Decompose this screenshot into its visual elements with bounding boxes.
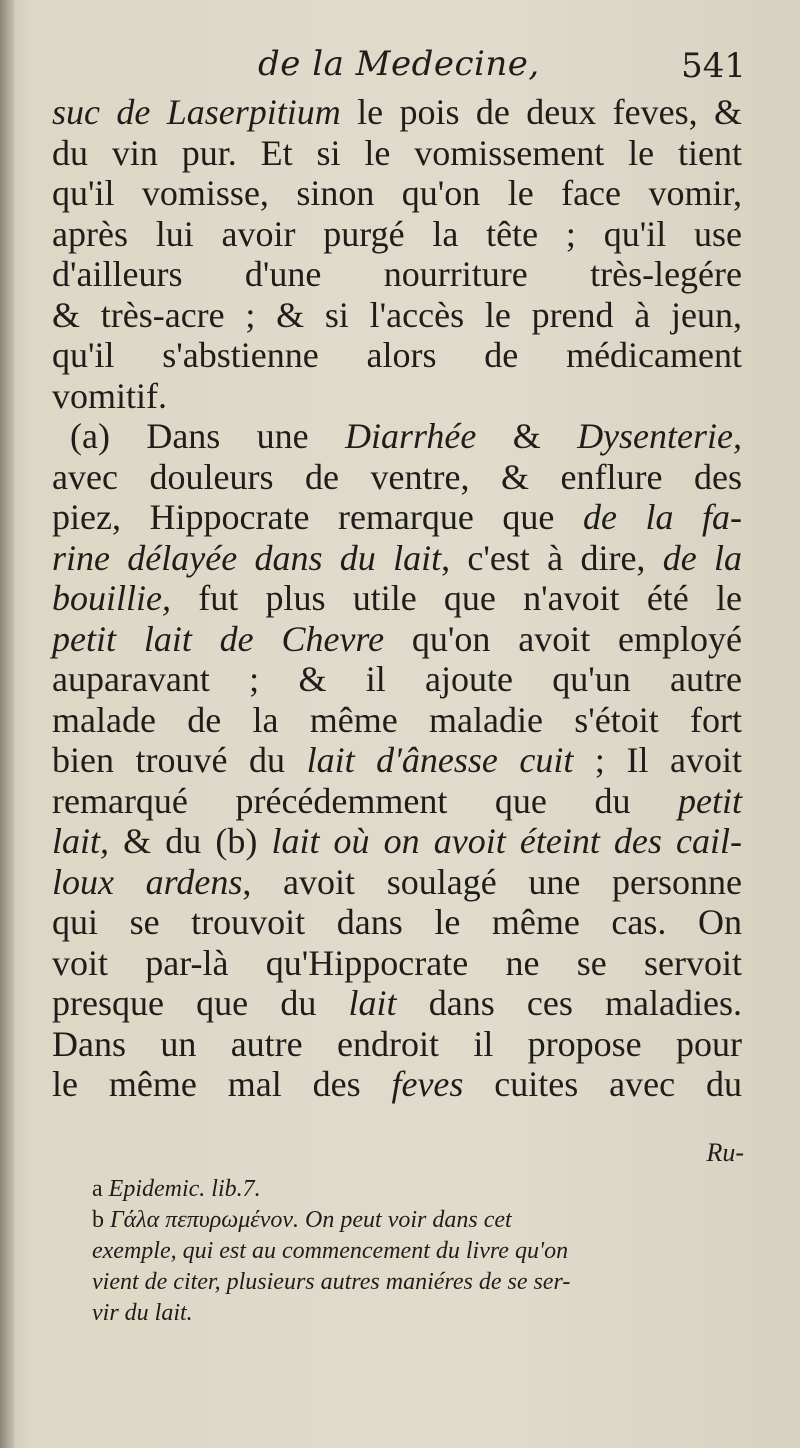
text-line xyxy=(52,335,742,376)
italic-text: de la fa- xyxy=(582,497,742,537)
text-line xyxy=(52,740,742,781)
text-segment: voit par-là qu'Hippocrate ne se servoit xyxy=(52,942,742,983)
footnote-line xyxy=(92,1205,742,1236)
text-line xyxy=(52,862,742,903)
text-line xyxy=(52,295,742,336)
italic-text: de la xyxy=(662,537,743,578)
italic-text: lait où on avoit éteint des cail- xyxy=(271,821,742,861)
footnote-line xyxy=(92,1298,742,1329)
italic-text: petit lait de Chevre xyxy=(52,618,385,659)
footnote-label: a xyxy=(92,1176,103,1202)
text-line xyxy=(52,943,742,984)
text-segment: , c'est à dire, xyxy=(441,537,663,578)
footnote-label: b xyxy=(92,1207,104,1233)
text-line xyxy=(52,538,742,579)
text-segment: cuites avec du xyxy=(463,1064,742,1104)
italic-text: lait, xyxy=(52,821,110,861)
text-line xyxy=(52,1024,742,1065)
text-segment: remarqué précédemment que du xyxy=(52,780,679,821)
page-gutter-shadow xyxy=(0,0,14,1448)
text-segment: & du (b) xyxy=(109,821,272,861)
text-segment: le pois de deux feves, & xyxy=(340,92,742,132)
text-segment: Dans un autre endroit il propose pour xyxy=(52,1023,742,1064)
italic-text: suc de Laserpitium xyxy=(52,92,341,132)
text-segment: presque que du xyxy=(52,983,349,1023)
text-line xyxy=(52,214,742,255)
footnote-text: vir du lait. xyxy=(92,1300,193,1326)
text-line xyxy=(52,457,742,498)
footnote-line xyxy=(92,1267,742,1298)
page-number: 541 xyxy=(681,46,746,86)
italic-text: petit xyxy=(678,780,742,821)
text-segment: & très-acre ; & si l'accès le prend à jeun, xyxy=(52,294,742,335)
main-text xyxy=(52,92,742,1105)
footnote-line xyxy=(92,1174,742,1205)
text-line xyxy=(52,578,742,619)
text-segment: d'ailleurs d'une nourriture très-legére xyxy=(52,254,742,294)
footnotes xyxy=(92,1174,742,1329)
italic-text: Diarrhée xyxy=(345,416,477,456)
text-line xyxy=(52,416,742,457)
italic-text: lait d'ânesse cuit xyxy=(306,740,574,780)
text-line xyxy=(52,700,742,741)
text-segment: qu'il vomisse, sinon qu'on le face vomir, xyxy=(52,173,742,213)
italic-text: lait xyxy=(348,983,397,1023)
text-line xyxy=(52,92,742,133)
italic-text: loux ardens xyxy=(52,861,243,902)
text-segment: , avoit soulagé une personne xyxy=(242,861,742,902)
text-line xyxy=(52,254,742,295)
text-segment: piez, Hippocrate remarque que xyxy=(52,497,583,537)
text-segment: ; Il avoit xyxy=(573,740,742,780)
footnote-text: Γάλα πεπυρωμένον. On peut voir dans cet xyxy=(110,1207,512,1233)
text-line xyxy=(52,497,742,538)
text-line xyxy=(52,821,742,862)
text-segment: bien trouvé du xyxy=(52,740,307,780)
italic-text: Dysenterie, xyxy=(577,416,742,456)
italic-text: feves xyxy=(391,1064,464,1104)
text-segment: après lui avoir purgé la tête ; qu'il use xyxy=(52,213,742,254)
italic-text: bouillie, xyxy=(52,578,171,618)
text-line xyxy=(52,133,742,174)
text-segment: dans ces maladies. xyxy=(396,983,743,1023)
text-segment: fut plus utile que n'avoit été le xyxy=(171,578,742,618)
text-line xyxy=(52,983,742,1024)
text-segment: le même mal des xyxy=(52,1064,392,1104)
text-segment: du vin pur. Et si le vomissement le tient xyxy=(52,132,742,173)
text-segment: qui se trouvoit dans le même cas. On xyxy=(52,902,742,942)
text-segment: qu'il s'abstienne alors de médicament xyxy=(52,335,742,375)
text-segment: avec douleurs de ventre, & enflure des xyxy=(52,456,742,497)
text-segment: (a) Dans une xyxy=(70,416,345,456)
text-segment: auparavant ; & il ajoute qu'un autre xyxy=(52,659,742,699)
text-line xyxy=(52,173,742,214)
catchword: Ru- xyxy=(706,1138,744,1167)
text-line xyxy=(52,902,742,943)
text-line xyxy=(52,659,742,700)
italic-text: rine délayée dans du lait xyxy=(52,537,442,578)
running-head: de la Medecine, xyxy=(258,44,540,84)
page-header xyxy=(0,44,800,94)
footnote-line xyxy=(92,1236,742,1267)
text-segment: malade de la même maladie s'étoit fort xyxy=(52,699,742,740)
text-segment: & xyxy=(476,416,578,456)
text-line xyxy=(52,619,742,660)
text-line xyxy=(52,1064,742,1105)
text-line xyxy=(52,781,742,822)
text-segment: qu'on avoit employé xyxy=(384,618,742,659)
text-segment: vomitif. xyxy=(52,375,167,416)
footnote-text: exemple, qui est au commencement du livre qu'on xyxy=(92,1238,569,1264)
text-line xyxy=(52,376,742,417)
footnote-text: Epidemic. lib.7. xyxy=(108,1176,261,1202)
footnote-text: vient de citer, plusieurs autres maniéres de se ser- xyxy=(92,1269,571,1295)
